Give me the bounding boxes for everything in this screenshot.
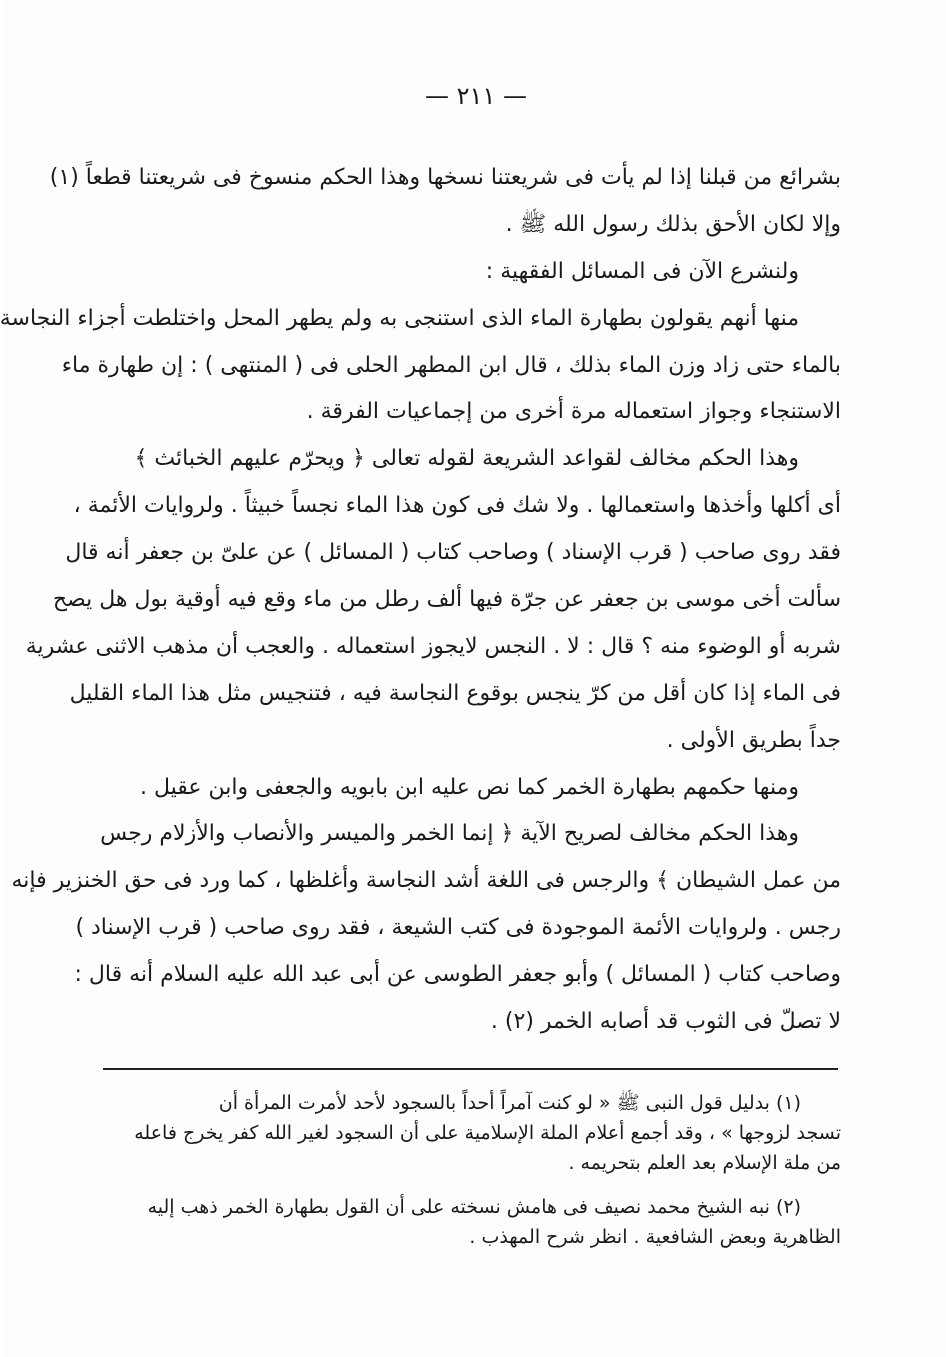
body-line: فى الماء إذا كان أقل من كرّ ينجس بوقوع النجاسة فيه ، فتنجيس مثل هذا الماء القليل [69, 680, 841, 706]
footnote-line: من ملة الإسلام بعد العلم بتحريمه . [568, 1152, 841, 1174]
footnote-divider [103, 1068, 838, 1070]
body-line: بالماء حتى زاد وزن الماء بذلك ، قال ابن المطهر الحلى فى ( المنتهى ) : إن طهارة ماء [61, 352, 841, 378]
body-line: وهذا الحكم مخالف لقواعد الشريعة لقوله تعالى ﴿ ويحرّم عليهم الخبائث ﴾ [134, 446, 799, 472]
body-line: من عمل الشيطان ﴾ والرجس فى اللغة أشد النجاسة وأغلظها ، كما ورد فى حق الخنزير فإنه [11, 868, 841, 894]
body-line: رجس . ولروايات الأئمة الموجودة فى كتب الشيعة ، فقد روى صاحب ( قرب الإسناد ) [75, 915, 841, 941]
body-line: الاستنجاء وجواز استعماله مرة أخرى من إجماعيات الفرقة . [306, 399, 841, 425]
body-line: شربه أو الوضوء منه ؟ قال : لا . النجس لايجوز استعماله . والعجب أن مذهب الاثنى عشرية [25, 633, 841, 659]
main-text [0, 155, 841, 1046]
footnote-line: الظاهرية وبعض الشافعية . انظر شرح المهذب . [469, 1226, 841, 1248]
footnote-line: تسجد لزوجها » ، وقد أجمع أعلام الملة الإسلامية على أن السجود لغير الله كفر يخرج فاعله [134, 1122, 841, 1144]
body-line: أى أكلها وأخذها واستعمالها . ولا شك فى كون هذا الماء نجساً خبيثاً . ولروايات الأئمة ، [73, 493, 841, 519]
footnotes [106, 1088, 841, 1252]
body-line: وإلا لكان الأحق بذلك رسول الله ﷺ . [505, 211, 841, 237]
body-line: منها أنهم يقولون بطهارة الماء الذى استنجى به ولم يطهر المحل واختلطت أجزاء النجاسة [0, 305, 799, 331]
body-line: جداً بطريق الأولى . [666, 727, 841, 753]
footnote-gap [106, 1178, 841, 1192]
body-line: لا تصلّ فى الثوب قد أصابه الخمر (٢) . [490, 1009, 841, 1035]
body-line: ولنشرع الآن فى المسائل الفقهية : [485, 258, 799, 284]
body-line: ومنها حكمهم بطهارة الخمر كما نص عليه ابن بابويه والجعفى وابن عقيل . [139, 774, 799, 800]
footnote-line: (٢) نبه الشيخ محمد نصيف فى هامش نسخته على أن القول بطهارة الخمر ذهب إليه [147, 1196, 801, 1218]
body-line: بشرائع من قبلنا إذا لم يأت فى شريعتنا نسخها وهذا الحكم منسوخ فى شريعتنا قطعاً (١) [49, 165, 841, 190]
body-line: وهذا الحكم مخالف لصريح الآية ﴿ إنما الخمر والميسر والأنصاب والأزلام رجس [100, 821, 799, 847]
body-line: فقد روى صاحب ( قرب الإسناد ) وصاحب كتاب ( المسائل ) عن علىّ بن جعفر أنه قال [65, 540, 841, 566]
footnote-line: (١) بدليل قول النبى ﷺ « لو كنت آمراً أحداً بالسجود لأحد لأمرت المرأة أن [218, 1092, 801, 1114]
body-line: سألت أخى موسى بن جعفر عن جرّة فيها ألف رطل من ماء وقع فيه أوقية بول هل يصح [52, 587, 841, 613]
body-line: وصاحب كتاب ( المسائل ) وأبو جعفر الطوسى عن أبى عبد الله عليه السلام أنه قال : [74, 962, 841, 988]
page-number: — ٢١١ — [425, 82, 527, 110]
